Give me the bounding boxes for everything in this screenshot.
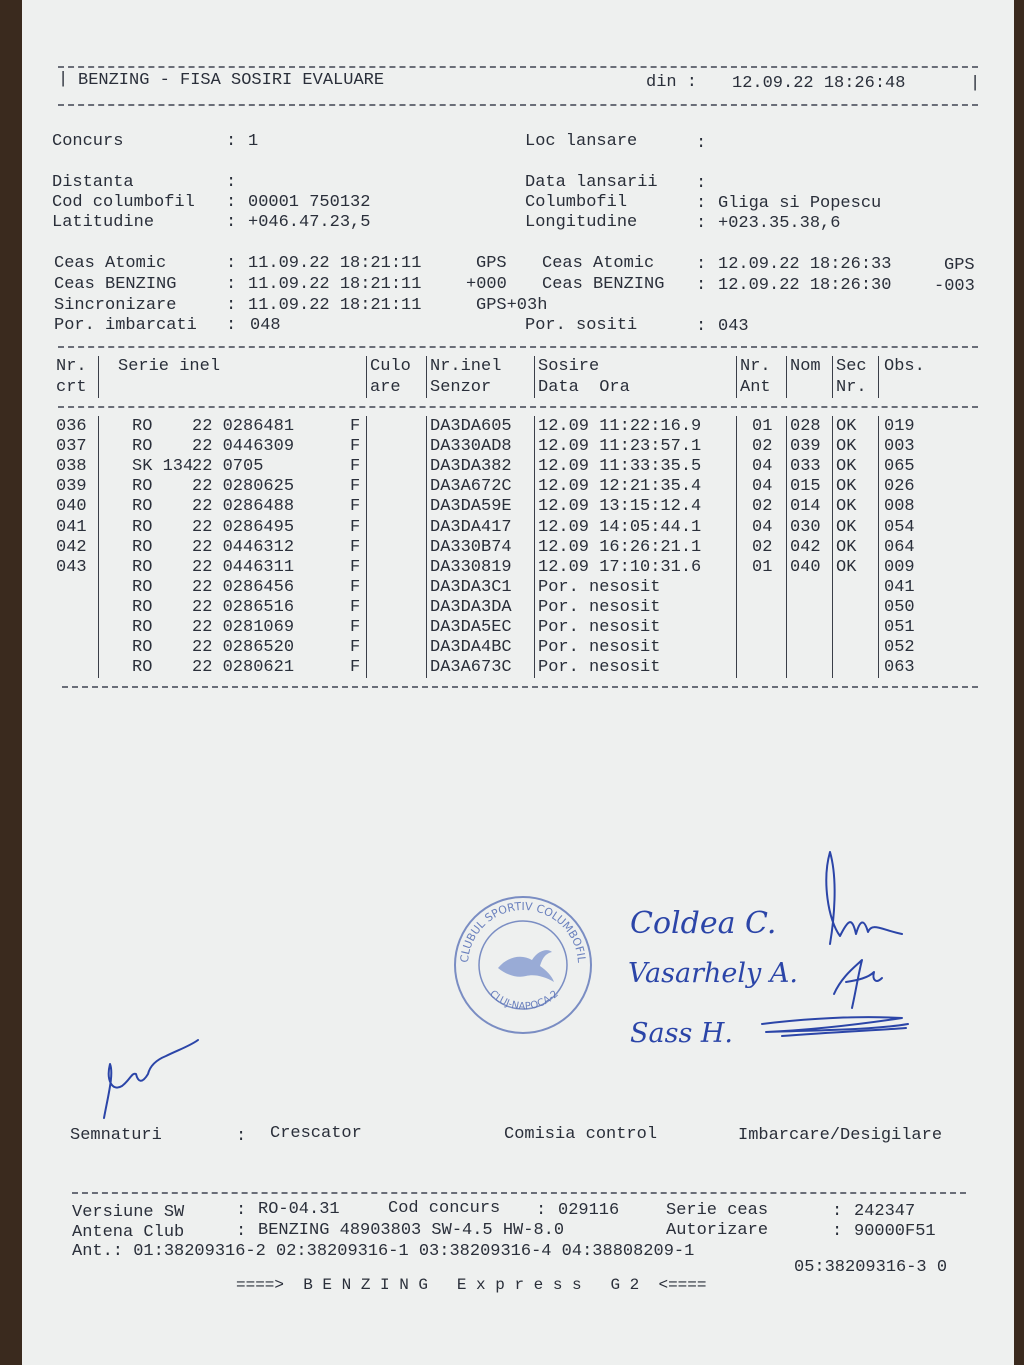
distanta-label: Distanta [52,173,134,192]
atomic-left-suffix: GPS [476,254,507,273]
cell-sensor: DA330AD8 [430,437,512,457]
cell-ant: 04 [752,457,773,477]
cell-nom: 015 [790,477,821,497]
atomic-right-label: Ceas Atomic [542,254,655,273]
antena-value: BENZING 48903803 SW-4.5 HW-8.0 [258,1221,565,1240]
benzing-left-value: 11.09.22 18:21:11 [248,275,422,294]
cell-arrival: 12.09 11:33:35.5 [538,457,702,477]
antenna-list-continued: 05:38209316-3 0 [794,1258,948,1277]
cell-ring: 22 0280621 [192,658,295,678]
col-header-nr: Nr. [56,357,87,376]
concurs-label: Concurs [52,132,124,151]
cell-ring: 22 0286495 [192,517,295,537]
cell-sex: F [350,557,361,577]
stamp-text-top: CLUBUL SPORTIV COLUMBOFIL [457,899,588,964]
col-header-serie: Serie inel [118,357,221,376]
versiune-label: Versiune SW [72,1203,185,1222]
cell-arrival: Por. nesosit [538,577,661,597]
cell-sex: F [350,577,361,597]
cell-arrival: Por. nesosit [538,638,661,658]
cell-sec: OK [836,437,857,457]
cell-sensor: DA3DA3C1 [430,577,512,597]
cell-sex: F [350,457,361,477]
signature-crescator [104,1040,198,1118]
cell-arrival: 12.09 12:21:35.4 [538,477,702,497]
benzing-left-suffix: +000 [466,275,507,294]
longitude-label: Longitudine [525,213,638,232]
cell-sex: F [350,597,361,617]
cell-obs: 054 [884,517,915,537]
cell-ring: 22 0446309 [192,437,295,457]
header-din-label: din : [646,73,698,92]
cell-sec: OK [836,477,857,497]
cell-country: RO [132,638,153,658]
cell-arrival: 12.09 14:05:44.1 [538,517,702,537]
benzing-left-label: Ceas BENZING [54,275,177,294]
cell-country: RO [132,497,153,517]
cell-arrival: 12.09 11:22:16.9 [538,417,702,436]
benzing-right-label: Ceas BENZING [542,275,665,294]
cell-sensor: DA3DA59E [430,497,512,517]
cell-obs: 008 [884,497,915,517]
cell-sensor: DA330B74 [430,537,512,557]
comisia-label: Comisia control [504,1125,658,1144]
cell-sec: OK [836,517,857,537]
sositi-value: 043 [718,317,749,336]
handwritten-name-vasarhely: Vasarhely A. [628,958,798,989]
cell-sensor: DA3A672C [430,477,512,497]
cell-sec: OK [836,497,857,517]
cell-ring: 22 0446312 [192,537,295,557]
cell-sec: OK [836,537,857,557]
cell-ring: 22 0286488 [192,497,295,517]
cell-arrival: Por. nesosit [538,618,661,637]
atomic-left-label: Ceas Atomic [54,254,167,273]
cell-ant: 02 [752,437,773,457]
cell-ant: 02 [752,537,773,557]
cell-country: RO [132,658,153,678]
col-header-senzor: Senzor [430,378,492,397]
cell-ring: 22 0286520 [192,638,295,658]
cell-nr: 043 [56,557,87,577]
signature-sass [762,1017,908,1036]
sync-label: Sincronizare [54,296,177,315]
benzing-right-suffix: -003 [934,277,975,296]
col-header-sec: Sec [836,357,867,376]
concurs-value: 1 [248,132,259,151]
cell-sex: F [350,537,361,557]
cell-ring: 22 0286516 [192,597,295,617]
cell-obs: 064 [884,537,915,557]
sync-value: 11.09.22 18:21:11 [248,296,422,315]
signature-scribbles [22,0,1014,1365]
cell-sensor: DA3DA382 [430,457,512,477]
divider [72,1192,966,1194]
cell-country: RO [132,517,153,537]
cell-country: RO [132,618,153,637]
benzing-right-value: 12.09.22 18:26:30 [718,276,892,295]
col-header-nr-ant: Nr. [740,357,771,376]
latitude-value: +046.47.23,5 [248,213,371,232]
cell-ring: 22 0705 [192,457,264,477]
cell-sex: F [350,417,361,436]
cell-obs: 041 [884,577,915,597]
handwritten-name-sass: Sass H. [630,1018,734,1049]
cell-sensor: DA3A673C [430,658,512,678]
cell-arrival: 12.09 11:23:57.1 [538,437,702,457]
cell-ant: 01 [752,557,773,577]
cell-ant: 02 [752,497,773,517]
cell-obs: 019 [884,417,915,436]
cell-obs: 065 [884,457,915,477]
col-header-ant: Ant [740,378,771,397]
cell-sex: F [350,638,361,658]
header-datetime: 12.09.22 18:26:48 [732,74,906,93]
cell-obs: 050 [884,597,915,617]
cell-nr: 039 [56,477,87,497]
cell-nr: 040 [56,497,87,517]
cell-country: RO [132,437,153,457]
cell-ant: 04 [752,517,773,537]
atomic-left-value: 11.09.22 18:21:11 [248,254,422,273]
cell-sensor: DA330819 [430,557,512,577]
imbarcati-value: 048 [250,316,281,335]
cell-nom: 040 [790,557,821,577]
col-header-nom: Nom [790,357,821,376]
cell-sec: OK [836,417,857,436]
cell-nr: 038 [56,457,87,477]
cell-nr: 036 [56,417,87,436]
cell-nr: 037 [56,437,87,457]
handwritten-name-coldea: Coldea C. [630,906,777,941]
autorizare-label: Autorizare [666,1221,769,1240]
cell-sec: OK [836,457,857,477]
sositi-label: Por. sositi [525,316,638,335]
data-lansarii-label: Data lansarii [525,173,658,192]
crescator-label: Crescator [270,1124,362,1143]
header-bar-left: | [58,70,69,89]
cell-country: SK 134 [132,457,194,477]
cell-nom: 039 [790,437,821,457]
semnaturi-label: Semnaturi [70,1126,162,1145]
cell-sec: OK [836,557,857,577]
serie-ceas-value: 242347 [854,1202,916,1221]
cell-ring: 22 0280625 [192,477,295,497]
cell-country: RO [132,577,153,597]
cell-sensor: DA3DA5EC [430,618,512,637]
cell-obs: 009 [884,557,915,577]
cell-nom: 014 [790,497,821,517]
cell-sensor: DA3DA3DA [430,597,512,617]
cell-nr: 042 [56,537,87,557]
cell-sensor: DA3DA605 [430,417,512,436]
antenna-list: Ant.: 01:38209316-2 02:38209316-1 03:38209316-4 04:38808209-1 [72,1242,695,1261]
cod-concurs-label: Cod concurs [388,1199,501,1218]
antena-label: Antena Club [72,1223,185,1242]
col-header-are: are [370,378,401,397]
cell-nom: 028 [790,417,821,436]
cod-value: 00001 750132 [248,193,371,212]
autorizare-value: 90000F51 [854,1222,936,1241]
atomic-right-value: 12.09.22 18:26:33 [718,255,892,274]
cell-arrival: 12.09 17:10:31.6 [538,557,702,577]
col-header-obs: Obs. [884,357,925,376]
header-title: BENZING - FISA SOSIRI EVALUARE [78,71,385,90]
imbarcati-label: Por. imbarcati [54,316,197,335]
cell-sex: F [350,658,361,678]
serie-ceas-label: Serie ceas [666,1201,769,1220]
col-header-sec-nr: Nr. [836,378,867,397]
cell-obs: 063 [884,658,915,678]
cell-ring: 22 0286456 [192,577,295,597]
versiune-value: RO-04.31 [258,1200,340,1219]
atomic-right-suffix: GPS [944,256,975,275]
cell-arrival: 12.09 13:15:12.4 [538,497,702,517]
cell-country: RO [132,537,153,557]
col-header-crt: crt [56,378,87,397]
cell-obs: 052 [884,638,915,658]
cell-nr: 041 [56,517,87,537]
cell-arrival: 12.09 16:26:21.1 [538,537,702,557]
cell-obs: 026 [884,477,915,497]
cell-sensor: DA3DA4BC [430,638,512,658]
cell-country: RO [132,557,153,577]
col-header-data-ora: Data Ora [538,378,630,397]
imbarcare-label: Imbarcare/Desigilare [738,1126,943,1145]
stamp-text-bottom: CLUJ-NAPOCA-2 [487,988,561,1013]
cell-sex: F [350,437,361,457]
cell-country: RO [132,477,153,497]
col-header-nrinel: Nr.inel [430,357,502,376]
signature-coldea [826,852,902,944]
longitude-value: +023.35.38,6 [718,214,841,233]
cod-concurs-value: 029116 [558,1201,620,1220]
sync-suffix: GPS+03h [476,296,548,315]
printout-sheet: | BENZING - FISA SOSIRI EVALUARE din : 12.09.22 18:26:48 | Concurs : 1 Distanta : Cod columbofil : 00001 750132 Latitudine : +046.47.23,5 Loc lansare : Data lansarii : Columbofil : Gliga si Popescu Longitudine : +023.35.38,6 Ceas Atomic : 11.09.22 18:21:11 GPS Ceas BENZING : 11.09.22 18:21:11 +000 Sincronizare : 11.09.22 18:21:11 GPS+03h Por. imbarcati : 048 Ceas Atomic : 12.09.22 18:26:33 GPS Ceas BENZING : 12.09.22 18:26:30 -003 Por. sositi : 043 Nr. crt Serie inel Culo are Nr.inel Senzor Sosire Data Ora Nr. Ant Nom Sec Nr. Obs. 036 RO 22 0286481 F DA3DA605 12.09 11:22:16.9 01 028 OK 019 037 RO 22 0446309 F DA330AD8 12.09 11:23:57.1 02 039 OK 003 038 SK 134 22 0705 F DA3DA382 12.09 11:33:35.5 04 033 OK 065 039 RO 22 0280625 F DA3A672C 12.09 12:21:35.4 04 015 OK 026 040 RO 22 0286488 F DA3DA59E 12.09 13:15:12.4 02 014 OK 008 041 RO 22 0286495 F DA3DA417 12.09 14:05:44.1 04 030 OK 054 042 RO 22 0446312 F DA330B74 12.09 16:26:21.1 02 042 OK 064 043 RO 22 0446311 F DA330819 12.09 17:10:31.6 01 040 OK 009 RO 22 0286456 F DA3DA3C1 Por. nesosit 041 RO 22 0286516 F DA3DA3DA Por. nesosit 050 RO 22 0281069 F DA3DA5EC Por. nesosit 051 RO 22 0286520 F DA3DA4BC Por. nesosit 052 RO 22 0280621 F DA3A673C Por. nesosit 063 CLUBUL SPORTIV COLUMBOFIL CLUJ-NAPOCA-2 Coldea C. Vasarhely A. Sass H. Semnaturi : Crescator Comisia control Imbarcare/Desigilare Versiune SW : RO-04.31 Cod concurs : 029116 Serie ceas : 242347 Antena Club : BENZING 48903803 SW-4.5 HW-8.0 Autorizare : 90000F51 Ant.: 01:38209316-2 02:38209316-1 03:38209316-4 04:38808209-1 05:38209316-3 0 ====> B E N Z I N G E x p r e s s G 2 <==== [22,0,1014,1365]
cod-label: Cod columbofil [52,193,195,212]
cell-sex: F [350,517,361,537]
signature-vasarhely [834,960,882,1008]
col-header-sosire: Sosire [538,357,600,376]
brand-line: ====> B E N Z I N G E x p r e s s G 2 <==== [236,1276,707,1294]
cell-sex: F [350,497,361,517]
cell-ant: 01 [752,417,773,436]
header-bar-right: | [970,74,981,93]
cell-nom: 030 [790,517,821,537]
cell-nom: 042 [790,537,821,557]
cell-sensor: DA3DA417 [430,517,512,537]
cell-sex: F [350,618,361,637]
cell-country: RO [132,597,153,617]
cell-country: RO [132,417,153,436]
columbofil-value: Gliga si Popescu [718,194,882,213]
cell-sex: F [350,477,361,497]
cell-ring: 22 0281069 [192,618,295,637]
latitude-label: Latitudine [52,213,155,232]
cell-ant: 04 [752,477,773,497]
col-header-culo: Culo [370,357,411,376]
cell-obs: 051 [884,618,915,637]
columbofil-label: Columbofil [525,193,628,212]
cell-arrival: Por. nesosit [538,597,661,617]
cell-ring: 22 0446311 [192,557,295,577]
cell-obs: 003 [884,437,915,457]
cell-nom: 033 [790,457,821,477]
loc-label: Loc lansare [525,132,638,151]
cell-ring: 22 0286481 [192,417,295,436]
cell-arrival: Por. nesosit [538,658,661,678]
